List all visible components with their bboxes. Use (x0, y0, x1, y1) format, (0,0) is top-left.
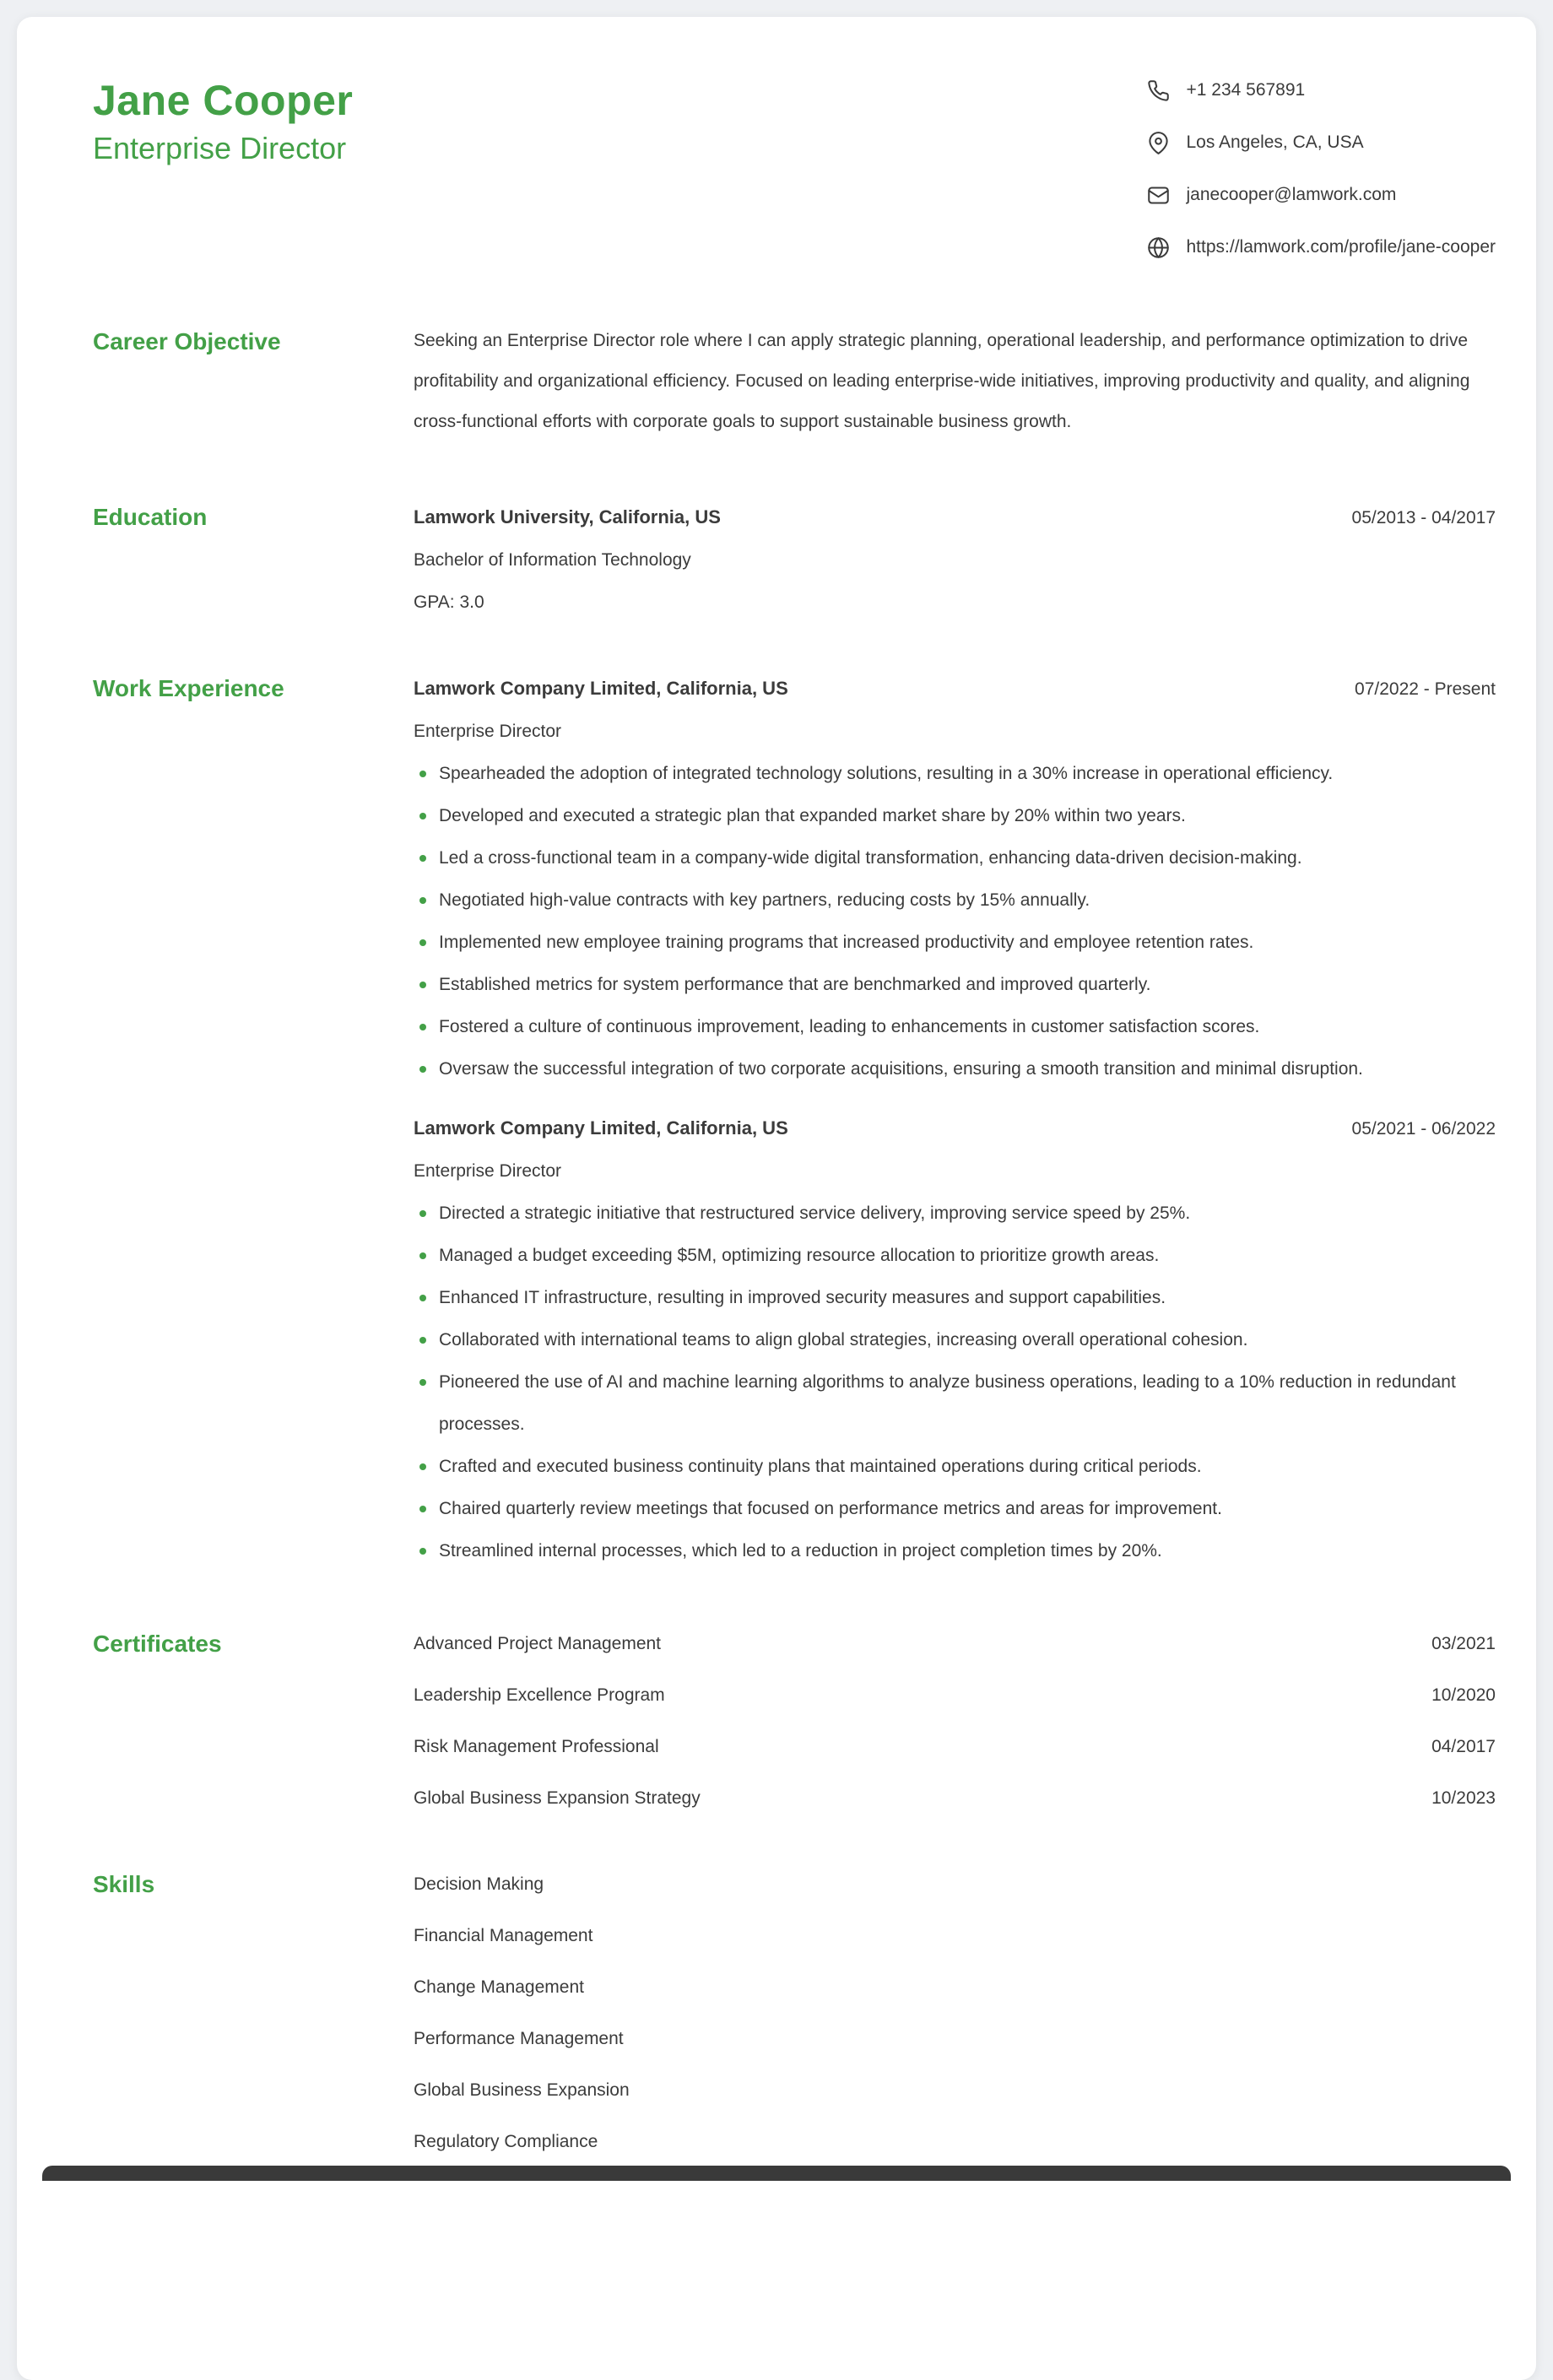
candidate-name: Jane Cooper (93, 77, 354, 124)
contact-phone-text: +1 234 567891 (1186, 80, 1306, 100)
certificate-name: Leadership Excellence Program (414, 1685, 665, 1705)
bullet-item: Collaborated with international teams to align global strategies, increasing overall operational cohesion. (414, 1319, 1496, 1361)
certificates-heading: Certificates (93, 1631, 222, 1657)
contact-website-text: https://lamwork.com/profile/jane-cooper (1186, 237, 1496, 257)
section-education (93, 496, 1496, 624)
contact-website (1147, 233, 1496, 262)
bullet-item: Streamlined internal processes, which led to a reduction in project completion times by 20%. (414, 1530, 1496, 1572)
career-objective-content (414, 321, 1496, 442)
skill-item: Global Business Expansion (414, 2080, 630, 2100)
education-dates: 05/2013 - 04/2017 (1351, 508, 1496, 527)
resume-header (93, 76, 1496, 262)
bullet-item: Chaired quarterly review meetings that focused on performance metrics and areas for improvement. (414, 1488, 1496, 1530)
bullet-item: Crafted and executed business continuity plans that maintained operations during critical periods. (414, 1446, 1496, 1488)
certificate-row (414, 1777, 1496, 1820)
education-degree: Bachelor of Information Technology (414, 550, 691, 570)
education-school: Lamwork University, California, US (414, 506, 721, 527)
bullet-item: Led a cross-functional team in a company-wide digital transformation, enhancing data-driven decision-making. (414, 837, 1496, 879)
certificate-date: 10/2023 (1431, 1788, 1496, 1808)
work-experience-heading: Work Experience (93, 675, 284, 701)
phone-icon (1147, 79, 1170, 102)
skill-item: Decision Making (414, 1874, 544, 1894)
job-company: Lamwork Company Limited, California, US (414, 1117, 788, 1139)
certificates-content (414, 1623, 1496, 1820)
bullet-item: Fostered a culture of continuous improvement, leading to enhancements in customer satisfaction scores. (414, 1006, 1496, 1048)
section-skills (93, 1863, 1496, 2163)
skill-item: Performance Management (414, 2029, 624, 2048)
bullet-item: Implemented new employee training programs that increased productivity and employee retention rates. (414, 922, 1496, 964)
certificate-row (414, 1726, 1496, 1768)
skills-content (414, 1863, 1496, 2163)
certificate-date: 10/2020 (1431, 1685, 1496, 1705)
skill-item: Change Management (414, 1977, 584, 1997)
job-role: Enterprise Director (414, 722, 562, 741)
job-bullet-list (414, 753, 1496, 1090)
job-company: Lamwork Company Limited, California, US (414, 678, 788, 699)
certificate-name: Global Business Expansion Strategy (414, 1788, 701, 1808)
work-experience-content (414, 668, 1496, 1572)
bullet-item: Negotiated high-value contracts with key partners, reducing costs by 15% annually. (414, 879, 1496, 922)
bullet-item: Managed a budget exceeding $5M, optimizing resource allocation to prioritize growth areas. (414, 1235, 1496, 1277)
contact-location (1147, 128, 1496, 157)
website-icon (1147, 236, 1170, 259)
section-work-experience (93, 668, 1496, 1572)
certificate-row (414, 1674, 1496, 1717)
bullet-item: Spearheaded the adoption of integrated technology solutions, resulting in a 30% increase in operational efficiency. (414, 753, 1496, 795)
education-content (414, 496, 1496, 624)
career-objective-text: Seeking an Enterprise Director role where I can apply strategic planning, operational leadership, and performance optimization to drive profitability and organizational efficiency. Focused on leading enterprise-wide initiatives, improving productivity and quality, and aligning cross-functional efforts with corporate goals to support sustainable business growth. (414, 331, 1470, 431)
certificate-name: Risk Management Professional (414, 1737, 659, 1756)
certificate-row (414, 1623, 1496, 1665)
section-career-objective (93, 321, 1496, 442)
section-certificates (93, 1623, 1496, 1820)
contact-phone (1147, 76, 1496, 105)
bullet-item: Enhanced IT infrastructure, resulting in improved security measures and support capabilities. (414, 1277, 1496, 1319)
candidate-title: Enterprise Director (93, 131, 347, 165)
job-entry-head (414, 668, 1496, 711)
bullet-item: Developed and executed a strategic plan that expanded market share by 20% within two years. (414, 795, 1496, 837)
email-icon (1147, 184, 1170, 207)
skill-item: Regulatory Compliance (414, 2132, 598, 2151)
job-entry-2 (414, 1107, 1496, 1572)
education-entry-head (414, 496, 1496, 539)
job-role: Enterprise Director (414, 1161, 562, 1181)
bullet-item: Oversaw the successful integration of two corporate acquisitions, ensuring a smooth transition and minimal disruption. (414, 1048, 1496, 1090)
contact-email (1147, 181, 1496, 209)
certificate-name: Advanced Project Management (414, 1634, 662, 1653)
bullet-item: Established metrics for system performance that are benchmarked and improved quarterly. (414, 964, 1496, 1006)
contact-email-text: janecooper@lamwork.com (1186, 185, 1397, 204)
job-dates: 07/2022 - Present (1355, 679, 1496, 699)
skill-item: Financial Management (414, 1926, 593, 1945)
bullet-item: Directed a strategic initiative that restructured service delivery, improving service speed by 25%. (414, 1193, 1496, 1235)
education-heading: Education (93, 504, 208, 530)
contact-location-text: Los Angeles, CA, USA (1186, 133, 1364, 152)
certificate-date: 03/2021 (1431, 1634, 1496, 1653)
skills-heading: Skills (93, 1871, 155, 1897)
job-entry-1 (414, 668, 1496, 1090)
resume-card (17, 17, 1536, 2380)
location-icon (1147, 132, 1170, 154)
certificate-date: 04/2017 (1431, 1737, 1496, 1756)
job-entry-head (414, 1107, 1496, 1150)
footer-bar (42, 2166, 1511, 2181)
job-dates: 05/2021 - 06/2022 (1351, 1119, 1496, 1139)
contact-list (1147, 76, 1496, 262)
candidate-identity (93, 76, 353, 167)
education-gpa: GPA: 3.0 (414, 592, 484, 612)
job-bullet-list (414, 1193, 1496, 1572)
bullet-item: Pioneered the use of AI and machine learning algorithms to analyze business operations, leading to a 10% reduction in redundant processes. (414, 1361, 1496, 1446)
career-objective-heading: Career Objective (93, 328, 281, 354)
